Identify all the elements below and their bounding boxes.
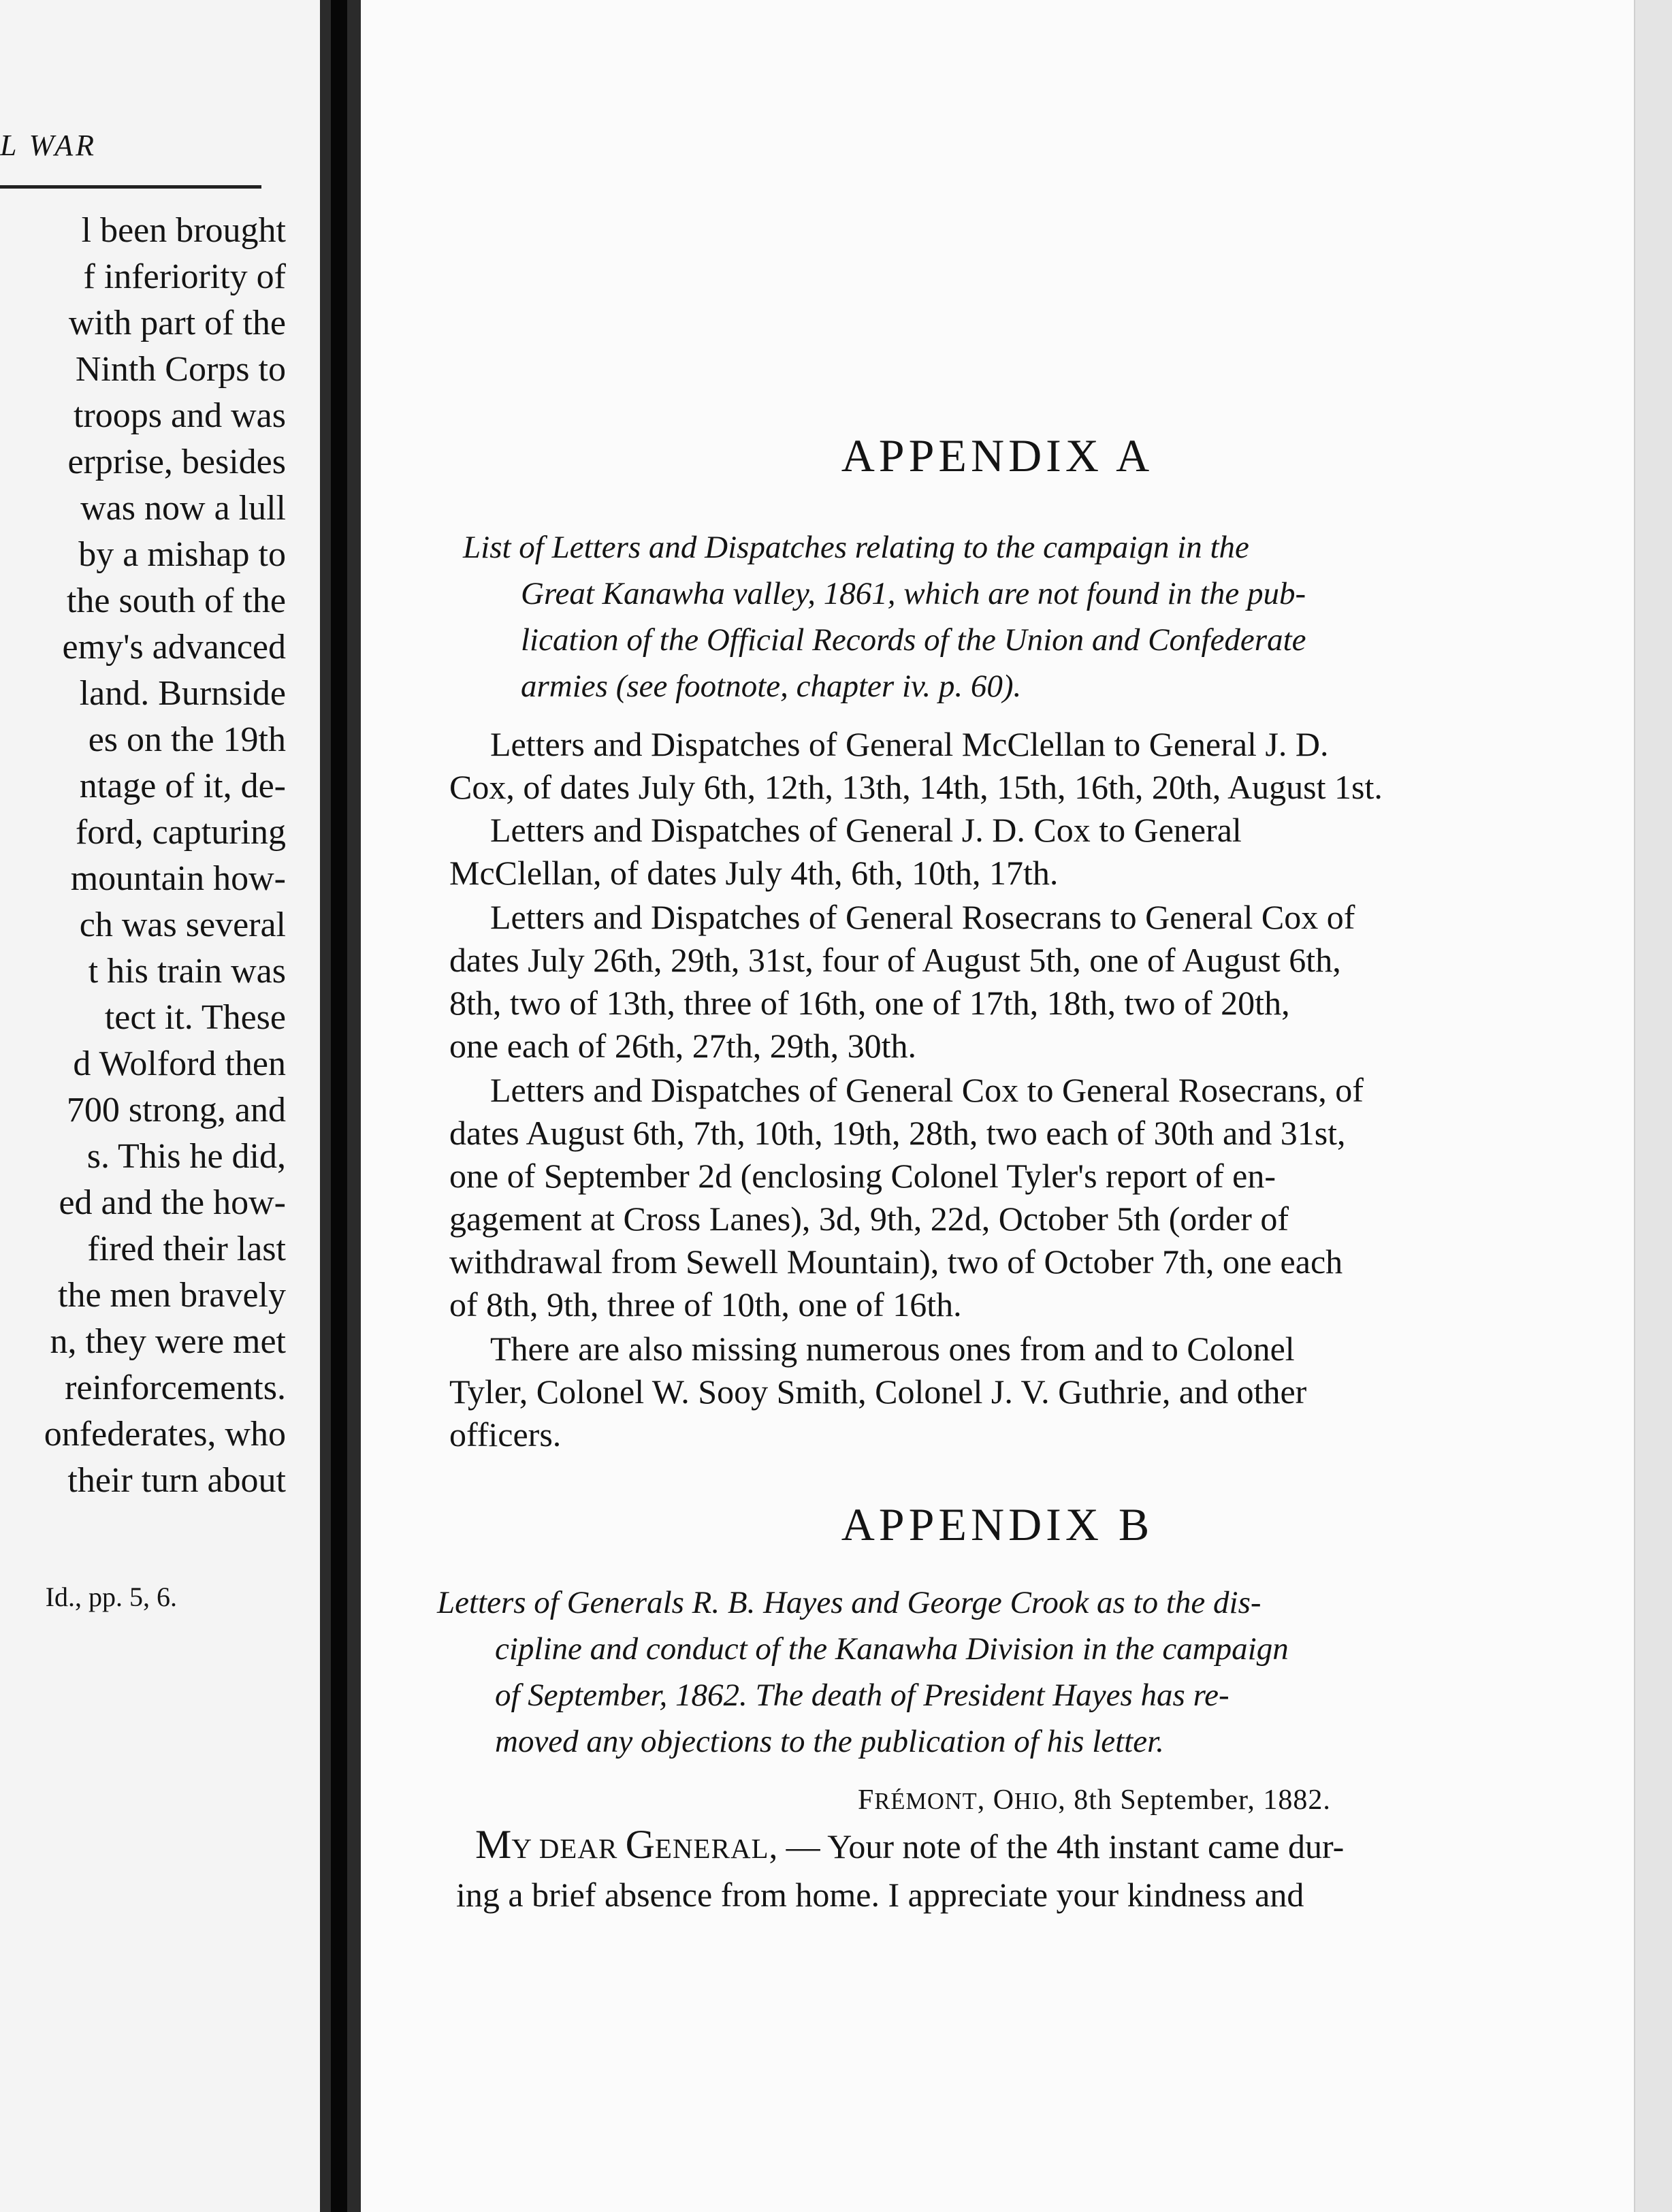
text-line: Letters and Dispatches of General J. D. Cox to General xyxy=(490,811,1242,849)
right-page xyxy=(361,0,1634,2212)
caption-line: armies (see footnote, chapter iv. p. 60). xyxy=(521,669,1022,704)
dateline-state-rest: HIO xyxy=(1014,1789,1059,1814)
text-line: Tyler, Colonel W. Sooy Smith, Colonel J. V. Guthrie, and other xyxy=(449,1373,1307,1411)
left-page-text xyxy=(44,208,286,1504)
left-footnote: Id., pp. 5, 6. xyxy=(45,1582,177,1612)
dateline-city-initial: F xyxy=(858,1784,875,1816)
left-facing-page xyxy=(0,0,320,2212)
caption-line: of September, 1862. The death of President Hayes has re- xyxy=(495,1678,1229,1713)
appendix-b-title: APPENDIX B xyxy=(841,1498,1154,1550)
text-line: of 8th, 9th, three of 10th, one of 16th. xyxy=(449,1285,962,1324)
text-line: gagement at Cross Lanes), 3d, 9th, 22d, October 5th (order of xyxy=(449,1200,1289,1238)
caption-line: List of Letters and Dispatches relating to the campaign in the xyxy=(463,530,1249,565)
paragraph-cox-to-rosecrans xyxy=(449,1069,1364,1326)
caption-line: cipline and conduct of the Kanawha Division in the campaign xyxy=(495,1631,1289,1667)
salutation-rest: Y DEAR xyxy=(511,1833,626,1864)
appendix-a-caption xyxy=(463,524,1306,709)
text-line: 8th, two of 13th, three of 16th, one of 17th, 18th, two of 20th, xyxy=(449,984,1290,1022)
dateline-state-initial: O xyxy=(993,1784,1015,1816)
text-line: dates July 26th, 29th, 31st, four of August 5th, one of August 6th, xyxy=(449,941,1341,979)
left-running-head: L WAR xyxy=(0,129,97,162)
left-line: s. This he did, xyxy=(86,1137,286,1176)
text-line: one of September 2d (enclosing Colonel Tyler's report of en- xyxy=(449,1157,1276,1195)
caption-line: moved any objections to the publication of his letter. xyxy=(495,1724,1164,1759)
left-line: fired their last xyxy=(87,1230,286,1268)
left-line: the men bravely xyxy=(58,1276,286,1315)
paragraph-mcclellan-cox xyxy=(449,723,1383,895)
left-line: l been brought xyxy=(81,211,286,250)
letter-first-line-text: Your note of the 4th instant came dur- xyxy=(820,1827,1345,1865)
text-line: Letters and Dispatches of General Rosecrans to General Cox of xyxy=(490,898,1355,936)
dateline-date: , 8th September, 1882. xyxy=(1058,1784,1331,1816)
letter-first-line xyxy=(456,1821,1344,1872)
appendix-a-title: APPENDIX A xyxy=(841,430,1154,481)
paragraph-missing-letters xyxy=(449,1328,1306,1456)
left-line: by a mishap to xyxy=(78,535,286,574)
left-line: 700 strong, and xyxy=(66,1091,286,1129)
left-line: ed and the how- xyxy=(59,1183,286,1222)
left-line: ford, capturing xyxy=(75,813,286,852)
text-line: withdrawal from Sewell Mountain), two of October 7th, one each xyxy=(449,1243,1343,1281)
left-line: ntage of it, de- xyxy=(79,767,286,805)
left-line: with part of the xyxy=(68,304,286,342)
left-line: reinforcements. xyxy=(65,1368,286,1407)
paragraph-rosecrans-to-cox xyxy=(449,896,1355,1068)
salutation-word-rest: ENERAL xyxy=(654,1833,769,1864)
text-line: McClellan, of dates July 4th, 6th, 10th, 17th. xyxy=(449,854,1059,892)
left-line: t his train was xyxy=(88,952,286,991)
left-line: Ninth Corps to xyxy=(75,350,286,389)
text-line: dates August 6th, 7th, 10th, 19th, 28th, two each of 30th and 31st, xyxy=(449,1114,1346,1152)
letter-dateline: FRÉMONT, OHIO, 8th September, 1882. xyxy=(858,1784,1331,1816)
caption-line: Letters of Generals R. B. Hayes and George Crook as to the dis- xyxy=(437,1585,1261,1620)
appendix-b-caption xyxy=(437,1580,1289,1765)
left-line: emy's advanced xyxy=(62,628,286,667)
left-line: mountain how- xyxy=(70,859,286,898)
text-line: There are also missing numerous ones from and to Colonel xyxy=(490,1330,1295,1368)
salutation-word-initial: G xyxy=(625,1822,655,1867)
left-line: their turn about xyxy=(67,1461,286,1500)
text-line: Letters and Dispatches of General Cox to General Rosecrans, of xyxy=(490,1071,1364,1109)
left-line: onfederates, who xyxy=(44,1415,286,1454)
caption-line: Great Kanawha valley, 1861, which are not found in the pub- xyxy=(521,576,1306,611)
left-line: f inferiority of xyxy=(83,257,286,296)
left-line: ch was several xyxy=(79,905,286,944)
left-header-rule xyxy=(0,185,261,189)
left-line: land. Burnside xyxy=(79,674,286,713)
caption-line: lication of the Official Records of the Union and Confederate xyxy=(521,622,1306,658)
left-line: erprise, besides xyxy=(67,443,286,481)
letter-second-line: ing a brief absence from home. I appreciate your kindness and xyxy=(456,1876,1304,1914)
left-line: troops and was xyxy=(74,396,286,435)
left-line: was now a lull xyxy=(80,489,286,528)
text-line: Cox, of dates July 6th, 12th, 13th, 14th, 15th, 16th, 20th, August 1st. xyxy=(449,768,1383,806)
letter-opening xyxy=(456,1821,1344,1918)
left-line: the south of the xyxy=(66,581,286,620)
dateline-city-rest: RÉMONT xyxy=(874,1789,978,1814)
left-line: d Wolford then xyxy=(73,1044,286,1083)
salutation-punct: , — xyxy=(769,1827,820,1865)
left-line: n, they were met xyxy=(50,1322,286,1361)
left-line: tect it. These xyxy=(104,998,286,1037)
page-edge xyxy=(1634,0,1672,2212)
text-line: one each of 26th, 27th, 29th, 30th. xyxy=(449,1027,916,1065)
book-gutter xyxy=(331,0,347,2212)
text-line: Letters and Dispatches of General McClellan to General J. D. xyxy=(490,725,1329,763)
left-line: es on the 19th xyxy=(88,720,286,759)
text-line: officers. xyxy=(449,1415,562,1454)
salutation-initial: M xyxy=(475,1822,512,1867)
